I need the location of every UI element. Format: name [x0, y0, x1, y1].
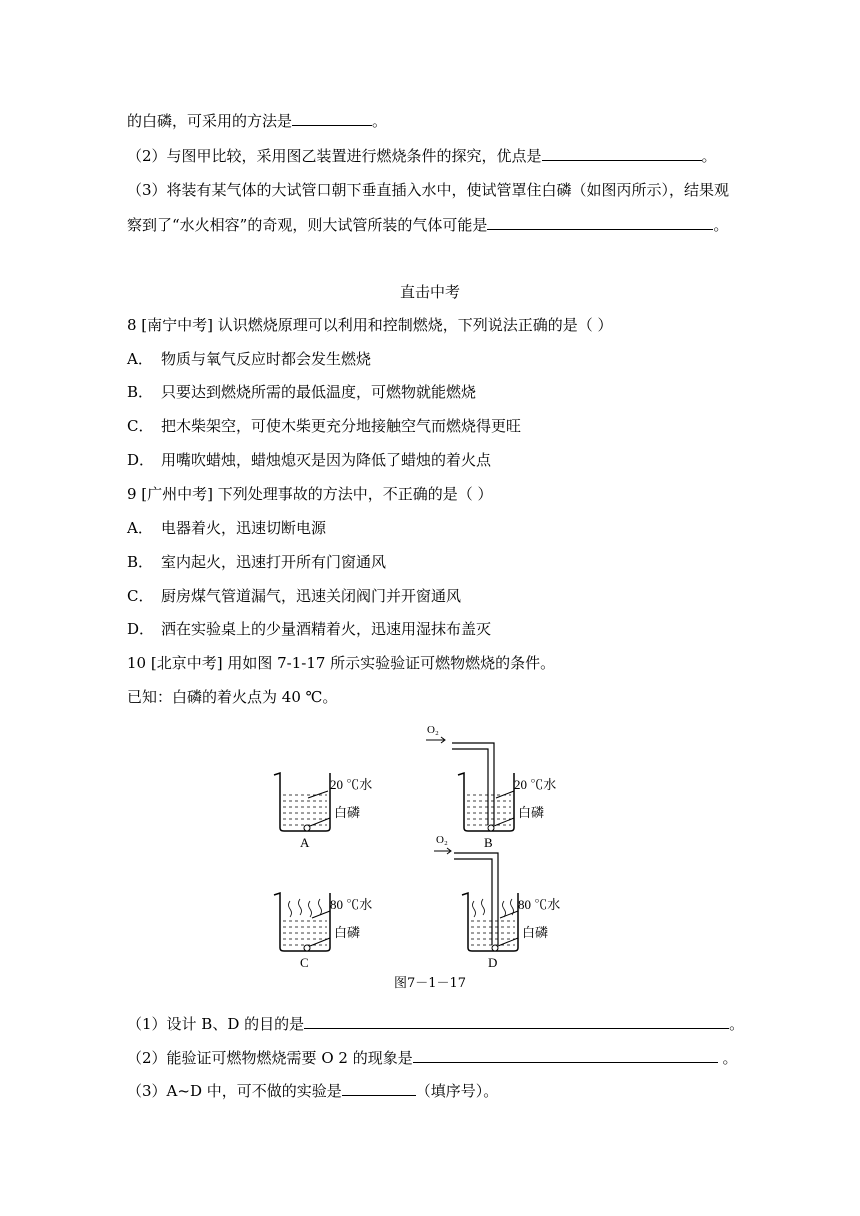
option-text: 用嘴吹蜡烛，蜡烛熄灭是因为降低了蜡烛的着火点: [161, 451, 492, 469]
punctuation: 。: [729, 1015, 745, 1033]
option-letter: B．: [127, 553, 154, 571]
option-letter: C．: [127, 417, 154, 435]
option-letter: C．: [127, 587, 154, 605]
option-letter: D．: [127, 620, 155, 638]
label-phosphorus: 白磷: [334, 925, 361, 940]
label-phosphorus: 白磷: [334, 805, 361, 820]
label-o2: O₂: [427, 725, 439, 736]
figure-caption: 图7－1－17: [393, 976, 467, 991]
label-c: C: [300, 955, 309, 970]
option-text: 只要达到燃烧所需的最低温度，可燃物就能燃烧: [161, 383, 477, 401]
option-letter: D．: [127, 451, 155, 469]
answer-blank[interactable]: [542, 145, 702, 161]
q10-sub3: [127, 1080, 498, 1101]
q7-sub2-text: （2）与图甲比较，采用图乙装置进行燃烧条件的探究，优点是: [127, 147, 542, 165]
beaker-a: [274, 773, 372, 850]
punctuation: 。: [717, 1049, 738, 1067]
answer-blank[interactable]: [292, 110, 372, 126]
label-water-80: 80 ℃水: [330, 897, 373, 912]
option-letter: B．: [127, 383, 154, 401]
answer-blank[interactable]: [304, 1013, 729, 1029]
option-text: 物质与氧气反应时都会发生燃烧: [161, 350, 372, 368]
answer-blank[interactable]: [487, 214, 713, 230]
q7-line1: [127, 110, 387, 131]
q7-sub2: [127, 145, 717, 166]
beaker-b: [426, 725, 556, 850]
q7-line1-text: 的白磷，可采用的方法是: [127, 112, 293, 130]
label-b: B: [484, 835, 493, 850]
q9-option-c[interactable]: [127, 586, 461, 606]
answer-blank[interactable]: [342, 1080, 416, 1096]
q9-option-d[interactable]: [127, 619, 491, 639]
q7-sub3-line2: [127, 214, 728, 235]
beaker-d: [434, 834, 560, 970]
punctuation: 。: [701, 147, 717, 165]
answer-blank[interactable]: [413, 1047, 718, 1063]
q10-known: 已知：白磷的着火点为 40 ℃。: [127, 688, 338, 706]
punctuation: 。: [713, 216, 729, 234]
q10-stem: 10 [北京中考] 用如图 7-1-17 所示实验验证可燃物燃烧的条件。: [127, 654, 556, 672]
q8-option-c[interactable]: [127, 416, 521, 436]
q8-option-b[interactable]: [127, 382, 476, 402]
q8-option-a[interactable]: [127, 349, 371, 369]
label-water-20: 20 ℃水: [330, 777, 373, 792]
option-text: 把木柴架空，可使木柴更充分地接触空气而燃烧得更旺: [161, 417, 522, 435]
q10-sub3-text: （3）A~D 中，可不做的实验是: [127, 1082, 342, 1100]
label-phosphorus: 白磷: [518, 805, 545, 820]
option-text: 洒在实验桌上的少量酒精着火，迅速用湿抹布盖灭: [161, 620, 492, 638]
beaker-c: [274, 893, 372, 970]
q9-option-b[interactable]: [127, 552, 386, 572]
q7-sub3-text: 察到了“水火相容”的奇观，则大试管所装的气体可能是: [127, 216, 488, 234]
label-o2: O₂: [436, 834, 448, 846]
option-text: 室内起火，迅速打开所有门窗通风: [161, 553, 387, 571]
label-water-20: 20 ℃水: [514, 777, 557, 792]
q8-stem: 8 [南宁中考] 认识燃烧原理可以利用和控制燃烧，下列说法正确的是（ ）: [127, 316, 613, 334]
q10-sub2: [127, 1047, 737, 1068]
option-text: 厨房煤气管道漏气，迅速关闭阀门并开窗通风: [161, 587, 462, 605]
section-title: 直击中考: [399, 283, 460, 301]
q9-option-a[interactable]: [127, 518, 326, 538]
punctuation: 。: [372, 112, 388, 130]
q9-stem: 9 [广州中考] 下列处理事故的方法中，不正确的是（ ）: [127, 485, 493, 503]
punctuation: （填序号）。: [415, 1082, 499, 1100]
label-a: A: [300, 835, 310, 850]
q7-sub3-line1: （3）将装有某气体的大试管口朝下垂直插入水中，使试管罩住白磷（如图丙所示），结果观: [127, 181, 730, 199]
label-phosphorus: 白磷: [522, 925, 549, 940]
experiment-figure: [260, 725, 600, 995]
q10-sub1: [127, 1013, 744, 1034]
q10-sub1-text: （1）设计 B、D 的目的是: [127, 1015, 305, 1033]
option-text: 电器着火，迅速切断电源: [161, 519, 327, 537]
label-water-80: 80 ℃水: [518, 897, 561, 912]
label-d: D: [488, 955, 498, 970]
option-letter: A．: [127, 519, 153, 537]
option-letter: A．: [127, 350, 153, 368]
q8-option-d[interactable]: [127, 450, 491, 470]
q10-sub2-text: （2）能验证可燃物燃烧需要 O 2 的现象是: [127, 1049, 413, 1067]
